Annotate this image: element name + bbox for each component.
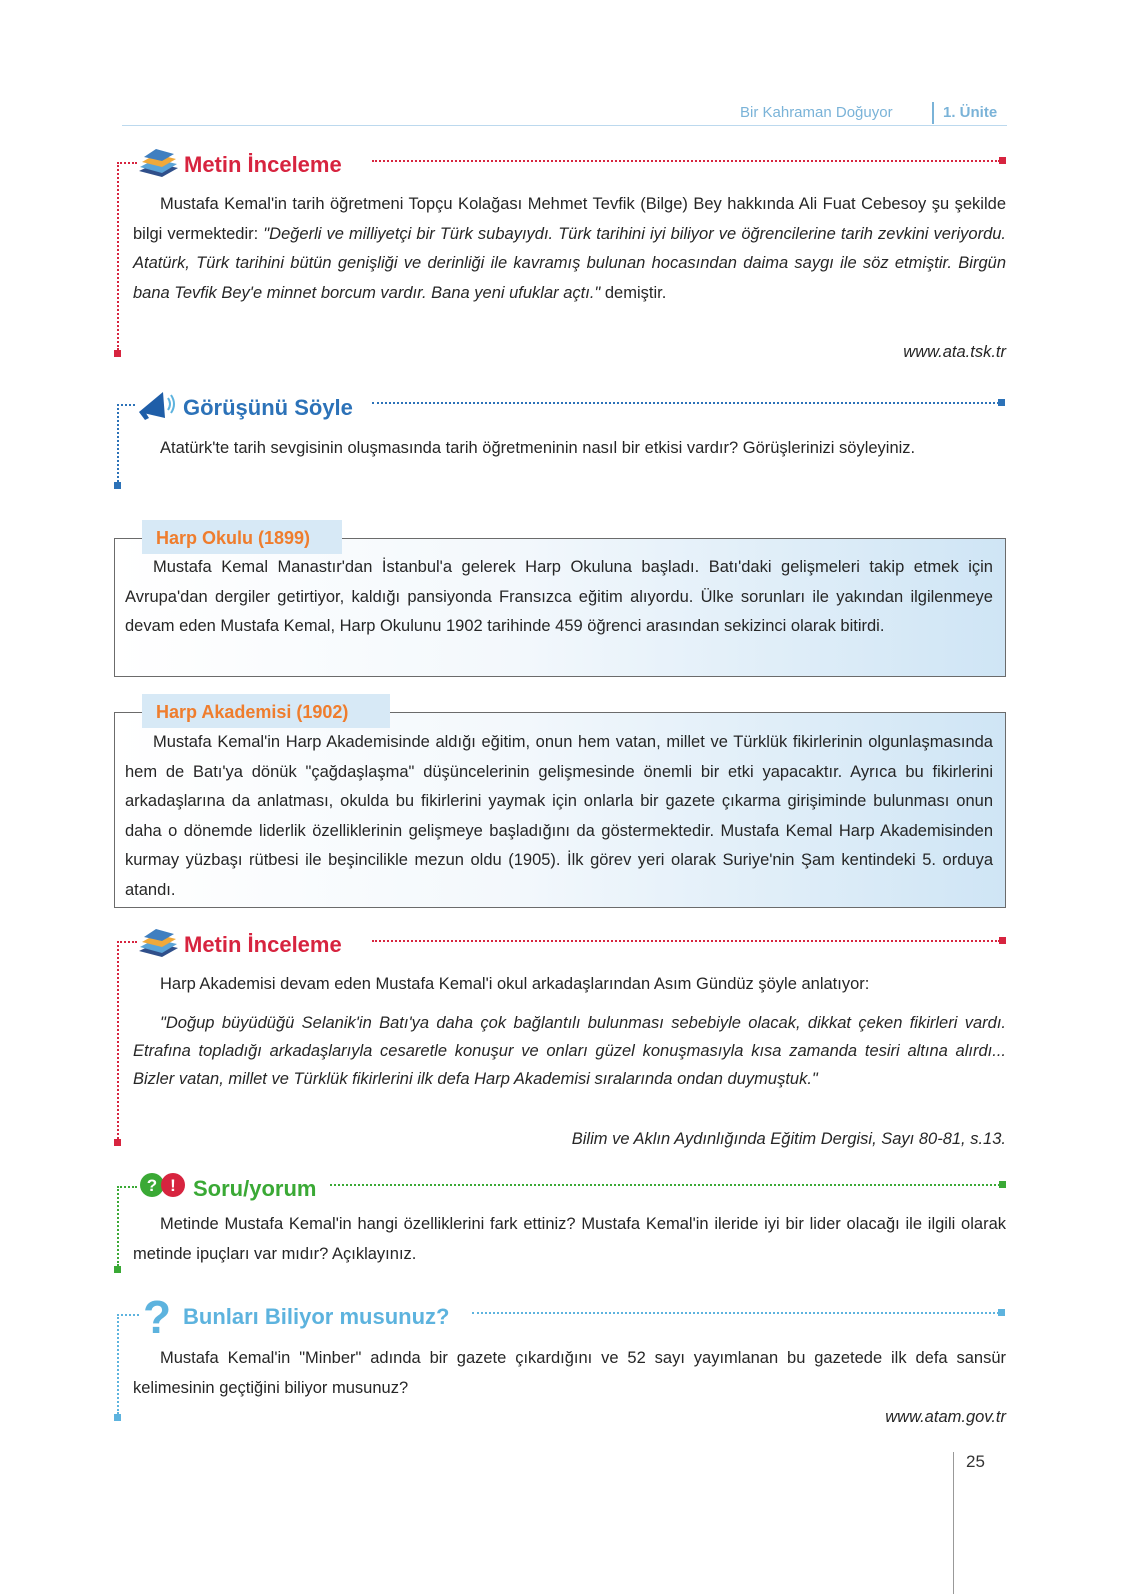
megaphone-icon (135, 388, 179, 422)
page-number: 25 (966, 1452, 985, 1471)
section-title: Metin İnceleme (184, 932, 342, 957)
section-dotted-rule (330, 1184, 1000, 1186)
box-top-rule (114, 712, 142, 713)
books-icon (136, 146, 180, 180)
section-border-top (117, 404, 135, 406)
page-number-rule (953, 1452, 954, 1594)
section-dotted-rule (372, 940, 1000, 942)
box-top-rule (114, 538, 142, 539)
section-title: Soru/yorum (193, 1176, 317, 1201)
section-dotted-rule (472, 1312, 999, 1314)
section-border-top (117, 1314, 139, 1316)
metin-paragraph (133, 190, 1006, 308)
source-link[interactable]: www.ata.tsk.tr (903, 343, 1006, 361)
source-link[interactable]: www.atam.gov.tr (885, 1408, 1006, 1426)
section-marker (114, 482, 121, 489)
metin-tail: demiştir. (600, 283, 667, 302)
unit-number: 1. Ünite (943, 104, 998, 121)
metin2-intro: Harp Akademisi devam eden Mustafa Kemal'i okul arkadaşlarından Asım Gündüz şöyle anlatıyor: (160, 975, 870, 993)
metin2-quote: "Doğup büyüdüğü Selanik'in Batı'ya daha çok bağlantılı bulunması sebebiyle olacak, dikkat çeken fikirleri vardı. Etrafına topladığı arkadaşlarıyla cesaretle konuşur ve onları güzel konuşmasıyla kısa zamanda tesiri altına alırdı... Bizler vatan, millet ve Türklük fikirlerini ilk defa Harp Akademisi sıralarında ondan duymuştuk." (133, 1014, 1006, 1088)
section-marker (114, 1414, 121, 1421)
books-icon (136, 926, 180, 960)
section-marker (999, 937, 1006, 944)
svg-text:?: ? (146, 1176, 158, 1195)
bunlari-paragraph: Mustafa Kemal'in "Minber" adında bir gazete çıkardığını ve 52 sayı yayımlanan bu gazetede ilk defa sansür kelimesinin geçtiğini biliyor musunuz? (133, 1349, 1006, 1397)
question-exclamation-icon (138, 1170, 188, 1202)
box-title: Harp Okulu (1899) (156, 528, 311, 548)
section-title: Görüşünü Söyle (183, 395, 353, 420)
section-marker (114, 350, 121, 357)
section-dotted-rule (372, 160, 1000, 162)
section-dotted-rule (372, 402, 999, 404)
section-border-left (117, 1186, 119, 1266)
running-header (740, 102, 1007, 124)
gorus-paragraph: Atatürk'te tarih sevgisinin oluşmasında tarih öğretmeninin nasıl bir etkisi vardır? Görüşlerinizi söyleyiniz. (160, 439, 916, 457)
section-border-top (117, 1186, 137, 1188)
section-border-top (117, 162, 137, 164)
metin-lead: Mustafa Kemal'in tarih öğretmeni Topçu Kolağası Mehmet Tevfik (Bilge) Bey hakkında Ali Fuat Cebesoy şu şekilde bilgi vermektedir: (133, 195, 1006, 243)
section-border-left (117, 1314, 119, 1414)
unit-title: Bir Kahraman Doğuyor (740, 104, 893, 121)
section-title: Bunları Biliyor musunuz? (183, 1304, 450, 1329)
header-rule (122, 125, 1007, 126)
metin-quote: "Değerli ve milliyetçi bir Türk subayıydı. Türk tarihini iyi biliyor ve öğrencilerine tarih zevkini veriyordu. Atatürk, Türk tarihini bütün genişliği ve derinliği ile kavramış bulunan hocasından daima saygı ile söz etmiştir. Birgün bana Tevfik Bey'e minnet borcum vardır. Bana yeni ufuklar açtı." (133, 224, 1007, 302)
box-title: Harp Akademisi (1902) (156, 702, 349, 722)
section-border-left (117, 941, 119, 1139)
question-mark-icon (140, 1293, 174, 1339)
harp-akademisi-paragraph: Mustafa Kemal'in Harp Akademisinde aldığı eğitim, onun hem vatan, millet ve Türklük fikirlerinin olgunlaşmasında hem de Batı'ya dönük "çağdaşlaşma" düşüncelerinin gelişmesinde önemli bir etki yapacaktır. Ayrıca bu fikirlerini arkadaşlarına da anlatması, okulda bu fikirlerini yaymak için onlarla bir gazete çıkarma girişiminde bulunması onun daha o dönemde liderlik özelliklerinin gelişmeye başladığını da göstermektedir. Mustafa Kemal Harp Akademisinden kurmay yüzbaşı rütbesi ile beşincilikle mezun oldu (1905). İlk görev yeri olarak Suriye'nin Şam kentindeki 5. orduya atandı. (125, 733, 993, 899)
svg-text:!: ! (170, 1176, 176, 1195)
source-citation: Bilim ve Aklın Aydınlığında Eğitim Dergisi, Sayı 80-81, s.13. (571, 1130, 1006, 1148)
section-marker (998, 1309, 1005, 1316)
section-marker (999, 1181, 1006, 1188)
box-title-tab (142, 694, 390, 728)
section-marker (998, 399, 1005, 406)
section-marker (114, 1139, 121, 1146)
harp-okulu-paragraph: Mustafa Kemal Manastır'dan İstanbul'a gelerek Harp Okuluna başladı. Batı'daki gelişmeleri takip etmek için Avrupa'dan dergiler getirtiyor, kaldığı pansiyonda Fransızca eğitim alıyordu. Ülke sorunları ile yakından ilgilenmeye devam eden Mustafa Kemal, Harp Okulunu 1902 tarihinde 459 öğrenci arasından sekizinci olarak bitirdi. (125, 558, 993, 635)
section-border-left (117, 162, 119, 350)
header-separator (932, 102, 934, 124)
svg-text:?: ? (142, 1293, 172, 1339)
section-marker (114, 1266, 121, 1273)
section-border-left (117, 404, 119, 482)
section-title: Metin İnceleme (184, 152, 342, 177)
section-marker (999, 157, 1006, 164)
section-border-top (117, 941, 137, 943)
soru-paragraph: Metinde Mustafa Kemal'in hangi özelliklerini fark ettiniz? Mustafa Kemal'in ileride iyi bir lider olacağı ile ilgili olarak metinde ipuçları var mıdır? Açıklayınız. (133, 1215, 1006, 1263)
box-title-tab (142, 520, 342, 554)
